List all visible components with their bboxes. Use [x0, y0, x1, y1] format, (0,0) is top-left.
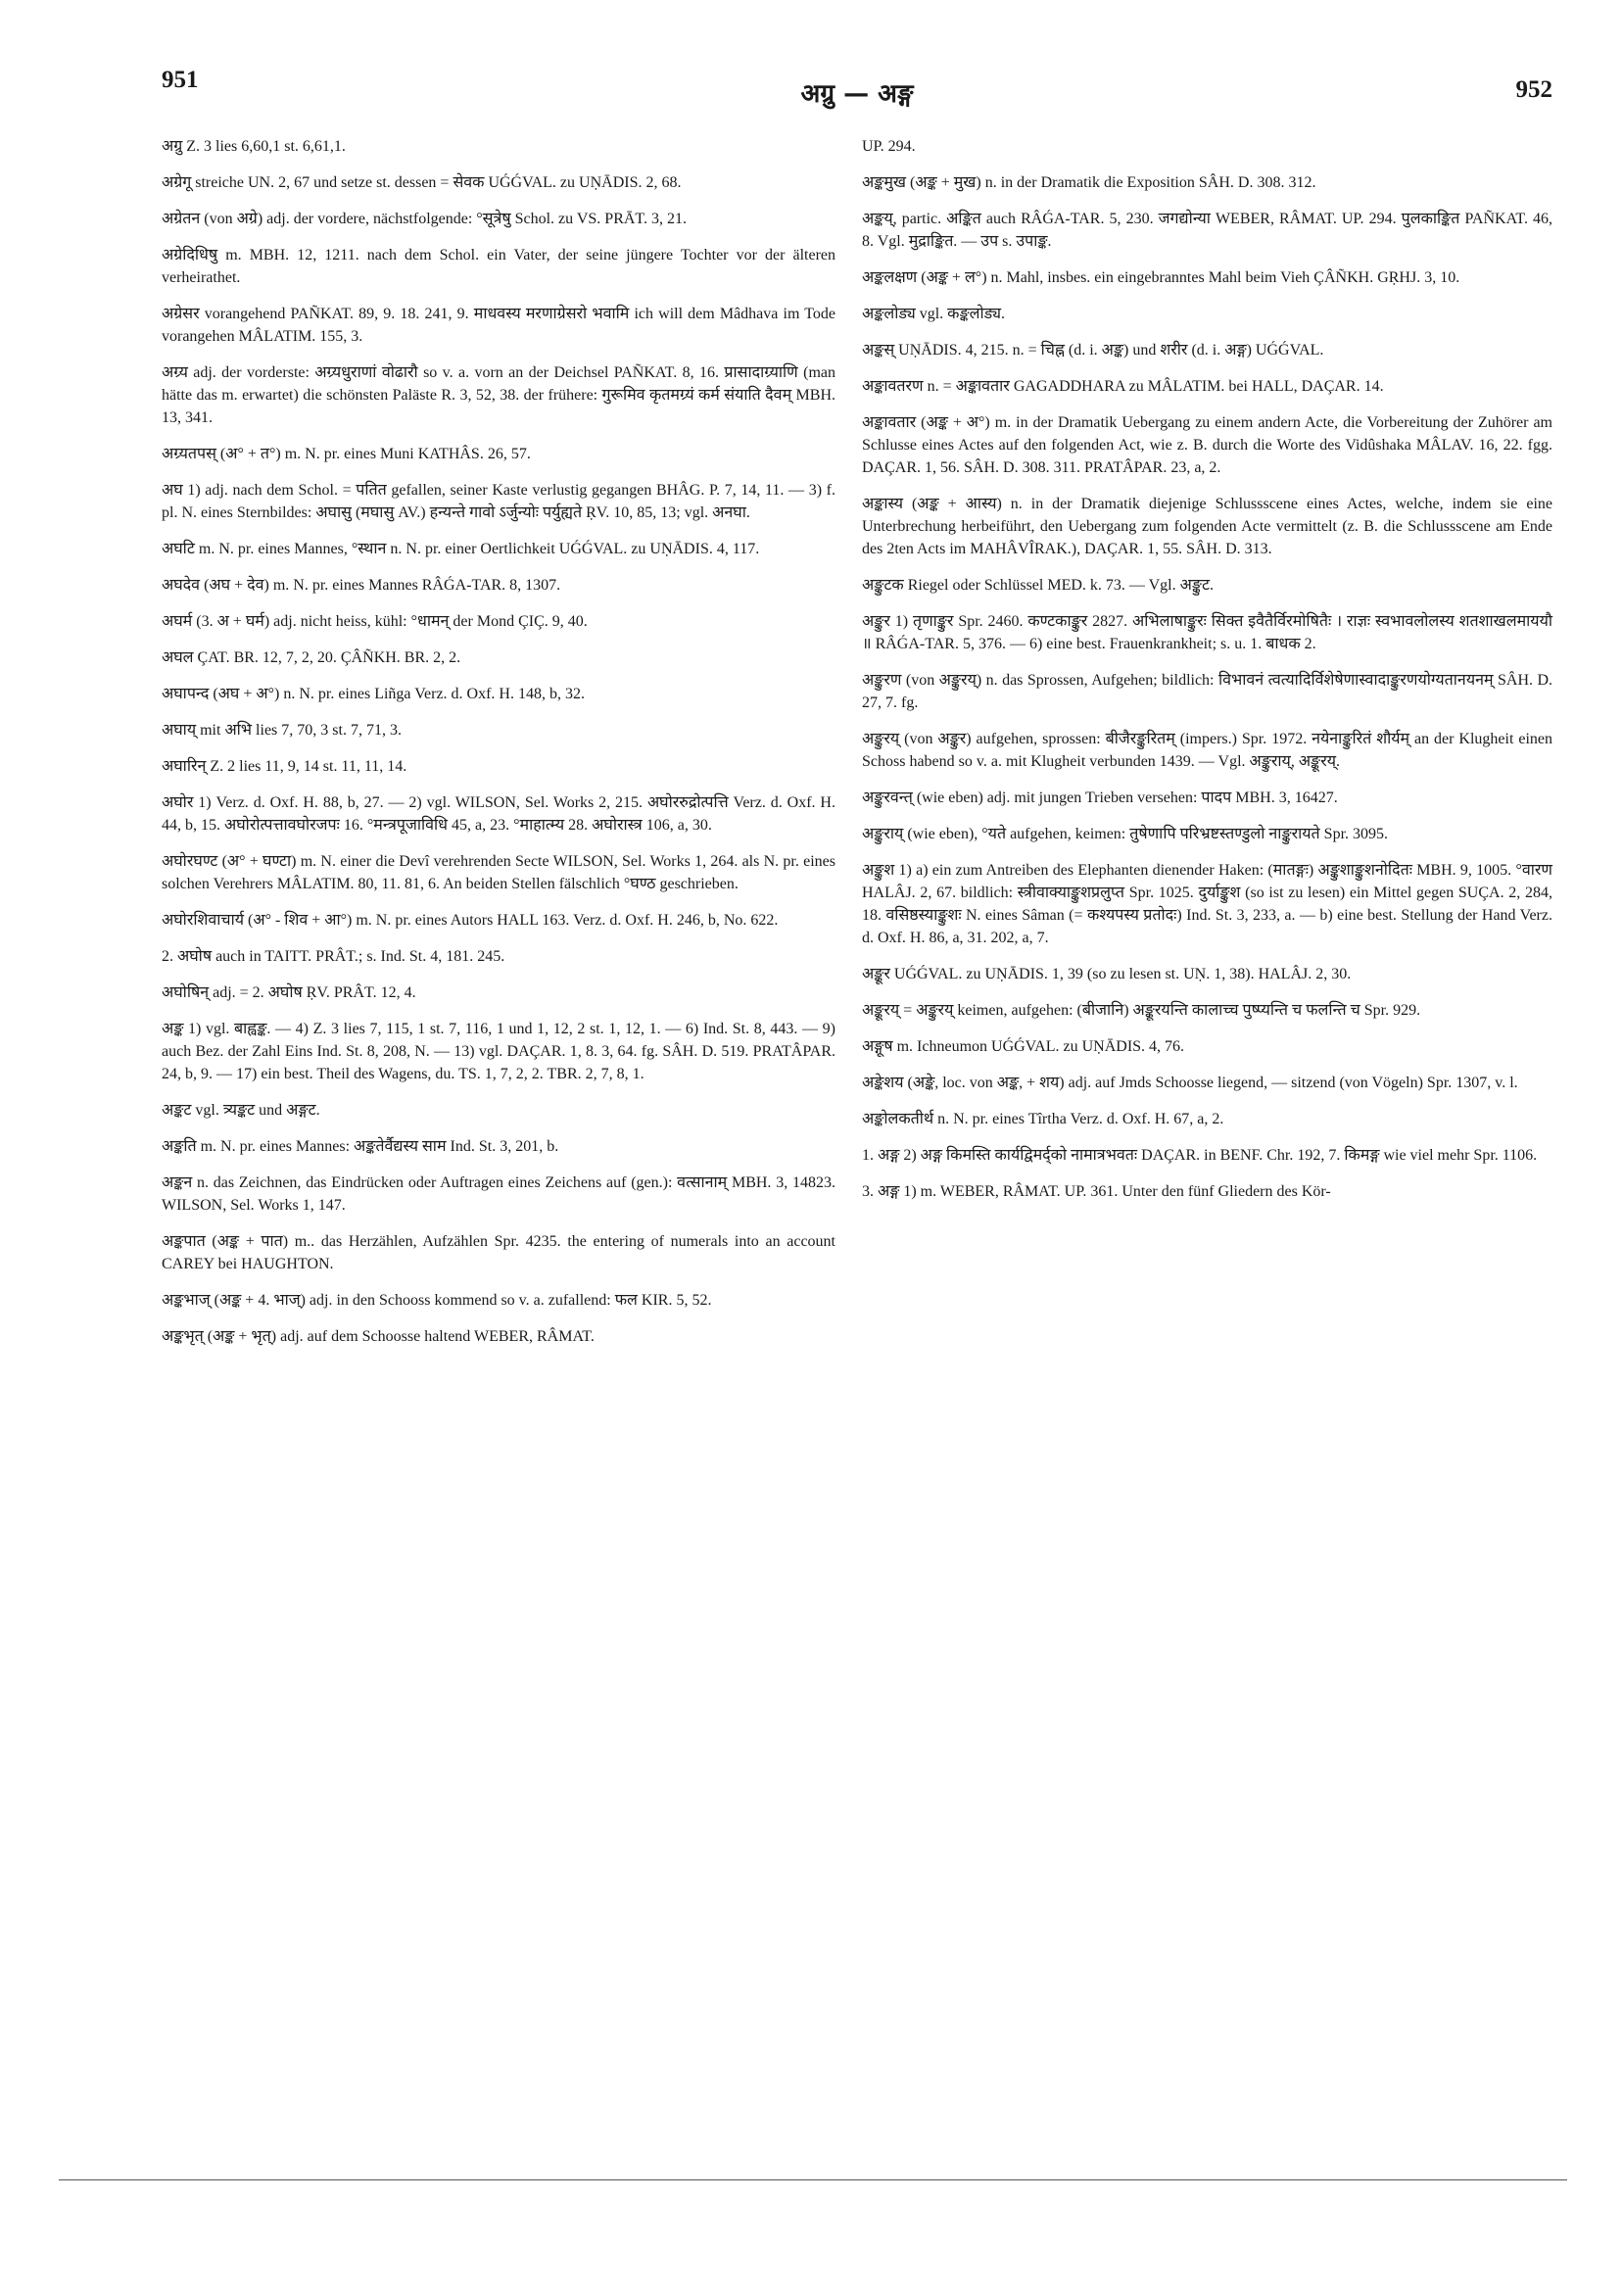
page-number-left: 951: [162, 67, 199, 93]
dictionary-entry: अङ्कपात (अङ्क + पात) m.. das Herzählen, Aufzählen Spr. 4235. the entering of numerals into an account CAREY bei HAUGHTON.: [162, 1233, 835, 1272]
dictionary-entry: अङ्कुराय् (wie eben), °यते aufgehen, keimen: तुषेणापि परिभ्रष्टस्तण्डुलो नाङ्कुरायते Spr. 3095.: [862, 826, 1389, 842]
footer-rule: [59, 2179, 1567, 2180]
dictionary-entry: अघोरशिवाचार्य (अ° - शिव + आ°) m. N. pr. eines Autors HALL 163. Verz. d. Oxf. H. 246, b, No. 622.: [162, 912, 779, 929]
dictionary-entry: अग्र्य adj. der vorderste: अग्र्यधुराणां वोढारौ so v. a. vorn an der Deichsel PAÑKAT. 8, 16. प्रासादाग्र्याणि (man hätte das m. erwartet) die schönsten Paläste R. 3, 52, 38. der frühere: गुरूमिव कृतमग्र्यं कर्म संयाति दैवम् MBH. 13, 341.: [162, 364, 835, 426]
dictionary-entry: अङ्कलोड्य vgl. कङ्कलोड्य.: [862, 306, 1005, 322]
right-column: [862, 135, 1552, 1217]
dictionary-entry: अघोरघण्ट (अ° + घण्टा) m. N. einer die Devî verehrenden Secte WILSON, Sel. Works 1, 264. als N. pr. eines solchen Verehrers MÂLATIM. 80, 11. 81, 6. An beiden Stellen fälschlich °घण्ठ geschrieben.: [162, 853, 835, 892]
dictionary-entry: अङ्केशय (अङ्के, loc. von अङ्क, + शय) adj. auf Jmds Schoosse liegend, — sitzend (von Vögeln) Spr. 1307, v. l.: [862, 1075, 1518, 1091]
dictionary-entry: अघोर 1) Verz. d. Oxf. H. 88, b, 27. — 2) vgl. WILSON, Sel. Works 2, 215. अघोररुद्रोत्पत्ति Verz. d. Oxf. H. 44, b, 15. अघोरोत्पत्तावघोरजपः 16. °मन्त्रपूजाविधि 45, a, 23. °माहात्म्य 28. अघोरास्त्र 106, a, 30.: [162, 794, 835, 834]
dictionary-entry: अङ्कावतरण n. = अङ्कावतार GAGADDHARA zu MÂLATIM. bei HALL, DAÇAR. 14.: [862, 378, 1384, 395]
dictionary-entry: अङ्कावतार (अङ्क + अ°) m. in der Dramatik Uebergang zu einem andern Acte, die Vorbereitung der Zuhörer am Schlusse eines Actes auf den folgenden Act, wie z. B. durch die Worte des Vidûshaka MÂLAV. 16, 22. fgg. DAÇAR. 1, 56. SÂH. D. 308. 311. PRATÂPAR. 23, a, 2.: [862, 414, 1552, 476]
dictionary-entry: अघटि m. N. pr. eines Mannes, °स्थान n. N. pr. einer Oertlichkeit UǴǴVAL. zu UṆĀDIS. 4, 117.: [162, 541, 760, 557]
page-number-right: 952: [1515, 76, 1552, 103]
dictionary-entry: अग्रु Z. 3 lies 6,60,1 st. 6,61,1.: [162, 138, 346, 155]
dictionary-entry: अङ्क 1) vgl. बाह्वङ्क. — 4) Z. 3 lies 7, 115, 1 st. 7, 116, 1 und 1, 12, 2 st. 1, 12, 1. — 6) Ind. St. 8, 443. — 9) auch Bez. der Zahl Eins Ind. St. 8, 208, N. — 13) vgl. DAÇAR. 1, 8. 3, 64. fg. SÂH. D. 519. PRATÂPAR. 24, b, 9. — 17) ein best. Theil des Wagens, du. TS. 1, 7, 2, 2. TBR. 2, 7, 8, 1.: [162, 1021, 835, 1082]
dictionary-entry: अङ्कुश 1) a) ein zum Antreiben des Elephanten dienender Haken: (मातङ्गः) अङ्कुशाङ्कुशनोदितः MBH. 9, 1005. °वारण HALÂJ. 2, 67. bildlich: स्त्रीवाक्याङ्कुशप्रलुप्त Spr. 1025. दुर्याङ्कुश (so ist zu lesen) ein Mittel gegen SUÇA. 2, 284, 18. वसिष्ठस्याङ्कुशः N. eines Sâman (= कश्यपस्य प्रतोदः) Ind. St. 3, 233, a. — b) eine best. Stellung der Hand Verz. d. Oxf. H. 86, a, 31. 202, a, 7.: [862, 862, 1552, 946]
dictionary-entry: अङ्कुटक Riegel oder Schlüssel MED. k. 73. — Vgl. अङ्कुट.: [862, 577, 1215, 594]
dictionary-entry: अङ्कुरय् (von अङ्कुर) aufgehen, sprossen: बीजैरङ्कुरितम् (impers.) Spr. 1972. नयेनाङ्कुरितं शौर्यम् an der Klugheit einen Schoss habend so v. a. mit Klugheit verbunden 1439. — Vgl. अङ्कुराय्, अङ्कूरय्.: [862, 731, 1552, 770]
dictionary-entry: अघाय् mit अभि lies 7, 70, 3 st. 7, 71, 3.: [162, 722, 402, 739]
dictionary-entry: अग्रेतन (von अग्रे) adj. der vordere, nächstfolgende: °सूत्रेषु Schol. zu VS. PRĀT. 3, 21.: [162, 211, 688, 227]
dictionary-entry: अघारिन् Z. 2 lies 11, 9, 14 st. 11, 11, 14.: [162, 758, 407, 775]
dictionary-entry: अघापन्द (अघ + अ°) n. N. pr. eines Liñga Verz. d. Oxf. H. 148, b, 32.: [162, 686, 585, 702]
dictionary-entry: अङ्कभाज् (अङ्क + 4. भाज्) adj. in den Schooss kommend so v. a. zufallend: फल KIR. 5, 52.: [162, 1292, 712, 1309]
dictionary-entry: अङ्कूर UǴǴVAL. zu UṆĀDIS. 1, 39 (so zu lesen st. UṆ. 1, 38). HALÂJ. 2, 30.: [862, 966, 1352, 982]
dictionary-entry: अग्रेसर vorangehend PAÑKAT. 89, 9. 18. 241, 9. माधवस्य मरणाग्रेसरो भवामि ich will dem Mâdhava im Tode vorangehen MÂLATIM. 155, 3.: [162, 306, 835, 345]
headword-range: अग्रु — अङ्ग: [800, 79, 914, 109]
dictionary-entry: अङ्गूष m. Ichneumon UǴǴVAL. zu UṆĀDIS. 4, 76.: [862, 1038, 1185, 1055]
dictionary-entry: अङ्कोलकतीर्थ n. N. pr. eines Tîrtha Verz. d. Oxf. H. 67, a, 2.: [862, 1111, 1224, 1127]
dictionary-entry: अघदेव (अघ + देव) m. N. pr. eines Mannes RÂǴA-TAR. 8, 1307.: [162, 577, 561, 594]
dictionary-entry: अग्र्यतपस् (अ° + त°) m. N. pr. eines Muni KATHÂS. 26, 57.: [162, 446, 531, 462]
dictionary-entry: अघ 1) adj. nach dem Schol. = पतित gefallen, seiner Kaste verlustig gegangen BHÂG. P. 7, 14, 11. — 3) f. pl. N. eines Sternbildes: अघासु (मघासु AV.) हन्यन्ते गावो ऽर्जुन्योः पर्युह्यते ṚV. 10, 85, 13; vgl. अनघा.: [162, 482, 835, 521]
dictionary-entry: अघर्म (3. अ + घर्म) adj. nicht heiss, kühl: °धामन् der Mond ÇIÇ. 9, 40.: [162, 613, 588, 630]
dictionary-entry: 2. अघोष auch in TAITT. PRÂT.; s. Ind. St. 4, 181. 245.: [162, 948, 505, 965]
dictionary-entry: अङ्कूरय् = अङ्कुरय् keimen, aufgehen: (बीजानि) अङ्कूरयन्ति कालाच्च पुष्प्यन्ति च फलन्ति च Spr. 929.: [862, 1002, 1421, 1019]
dictionary-entry: अग्रेदिधिषु m. MBH. 12, 1211. nach dem Schol. ein Vater, der seine jüngere Tochter vor der älteren verheirathet.: [162, 247, 835, 286]
dictionary-entry: अघल ÇAT. BR. 12, 7, 2, 20. ÇÂÑKH. BR. 2, 2.: [162, 649, 461, 666]
dictionary-entry: अङ्कभृत् (अङ्क + भृत्) adj. auf dem Schoosse haltend WEBER, RÂMAT.: [162, 1328, 595, 1345]
dictionary-entry: अङ्कय्, partic. अङ्कित auch RÂǴA-TAR. 5, 230. जगद्योन्या WEBER, RÂMAT. UP. 294. पुलकाङ्कित PAÑKAT. 46, 8. Vgl. मुद्राङ्कित. — उप s. उपाङ्क.: [862, 211, 1552, 250]
dictionary-entry: अङ्कुर 1) तृणाङ्कुर Spr. 2460. कण्टकाङ्कुर 2827. अभिलाषाङ्कुरः सिक्त इवैतैर्विरमोषितैः । राज्ञः स्वभावलोलस्य शतशाखलमाययौ ॥ RÂǴA-TAR. 5, 376. — 6) eine best. Frauenkrankheit; s. u. 1. बाधक 2.: [862, 613, 1552, 652]
dictionary-entry: अङ्कमुख (अङ्क + मुख) n. in der Dramatik die Exposition SÂH. D. 308. 312.: [862, 174, 1316, 191]
dictionary-entry: अङ्कट vgl. त्र्यङ्कट und अङ्गट.: [162, 1102, 320, 1119]
page-header: [162, 67, 1552, 109]
dictionary-entry: अङ्कति m. N. pr. eines Mannes: अङ्कतेर्वैद्यस्य साम Ind. St. 3, 201, b.: [162, 1138, 559, 1155]
dictionary-entry: अग्रेगू streiche UN. 2, 67 und setze st. dessen = सेवक UǴǴVAL. zu UṆĀDIS. 2, 68.: [162, 174, 682, 191]
dictionary-entry: 1. अङ्ग 2) अङ्ग किमस्ति कार्यद्विमर्द्को नामात्रभवतः DAÇAR. in BENF. Chr. 192, 7. किमङ्ग wie viel mehr Spr. 1106.: [862, 1147, 1538, 1164]
dictionary-entry: UP. 294.: [862, 138, 916, 155]
dictionary-entry: अङ्कुरवन्त् (wie eben) adj. mit jungen Trieben versehen: पादप MBH. 3, 16427.: [862, 789, 1338, 806]
dictionary-entry: अघोषिन् adj. = 2. अघोष ṚV. PRÂT. 12, 4.: [162, 984, 416, 1001]
dictionary-entry: 3. अङ्ग 1) m. WEBER, RÂMAT. UP. 361. Unter den fünf Gliedern des Kör-: [862, 1183, 1331, 1200]
dictionary-entry: अङ्कलक्षण (अङ्क + ल°) n. Mahl, insbes. ein eingebranntes Mahl beim Vieh ÇÂÑKH. GṚHJ. 3, 10.: [862, 269, 1460, 286]
left-column: [162, 135, 835, 1362]
dictionary-entry: अङ्कन n. das Zeichnen, das Eindrücken oder Auftragen eines Zeichens auf (gen.): वत्सानाम् MBH. 3, 14823. WILSON, Sel. Works 1, 147.: [162, 1174, 835, 1214]
dictionary-entry: अङ्कास्य (अङ्क + आस्य) n. in der Dramatik diejenige Schlussscene eines Actes, welche, indem sie eine Unterbrechung herbeiführt, den Uebergang zum folgenden Acte vermittelt (z. B. die Schlussscene am Ende des 2ten Acts im MAHÂVÎRAK.), DAÇAR. 1, 55. SÂH. D. 313.: [862, 496, 1552, 557]
dictionary-entry: अङ्कस् UṆĀDIS. 4, 215. n. = चिह्न (d. i. अङ्क) und शरीर (d. i. अङ्ग) UǴǴVAL.: [862, 342, 1324, 359]
dictionary-entry: अङ्कुरण (von अङ्कुरय्) n. das Sprossen, Aufgehen; bildlich: विभावनं त्वत्यादिर्विशेषेणास्वादाङ्कुरणयोग्यतानयनम् SÂH. D. 27, 7. fg.: [862, 672, 1552, 711]
